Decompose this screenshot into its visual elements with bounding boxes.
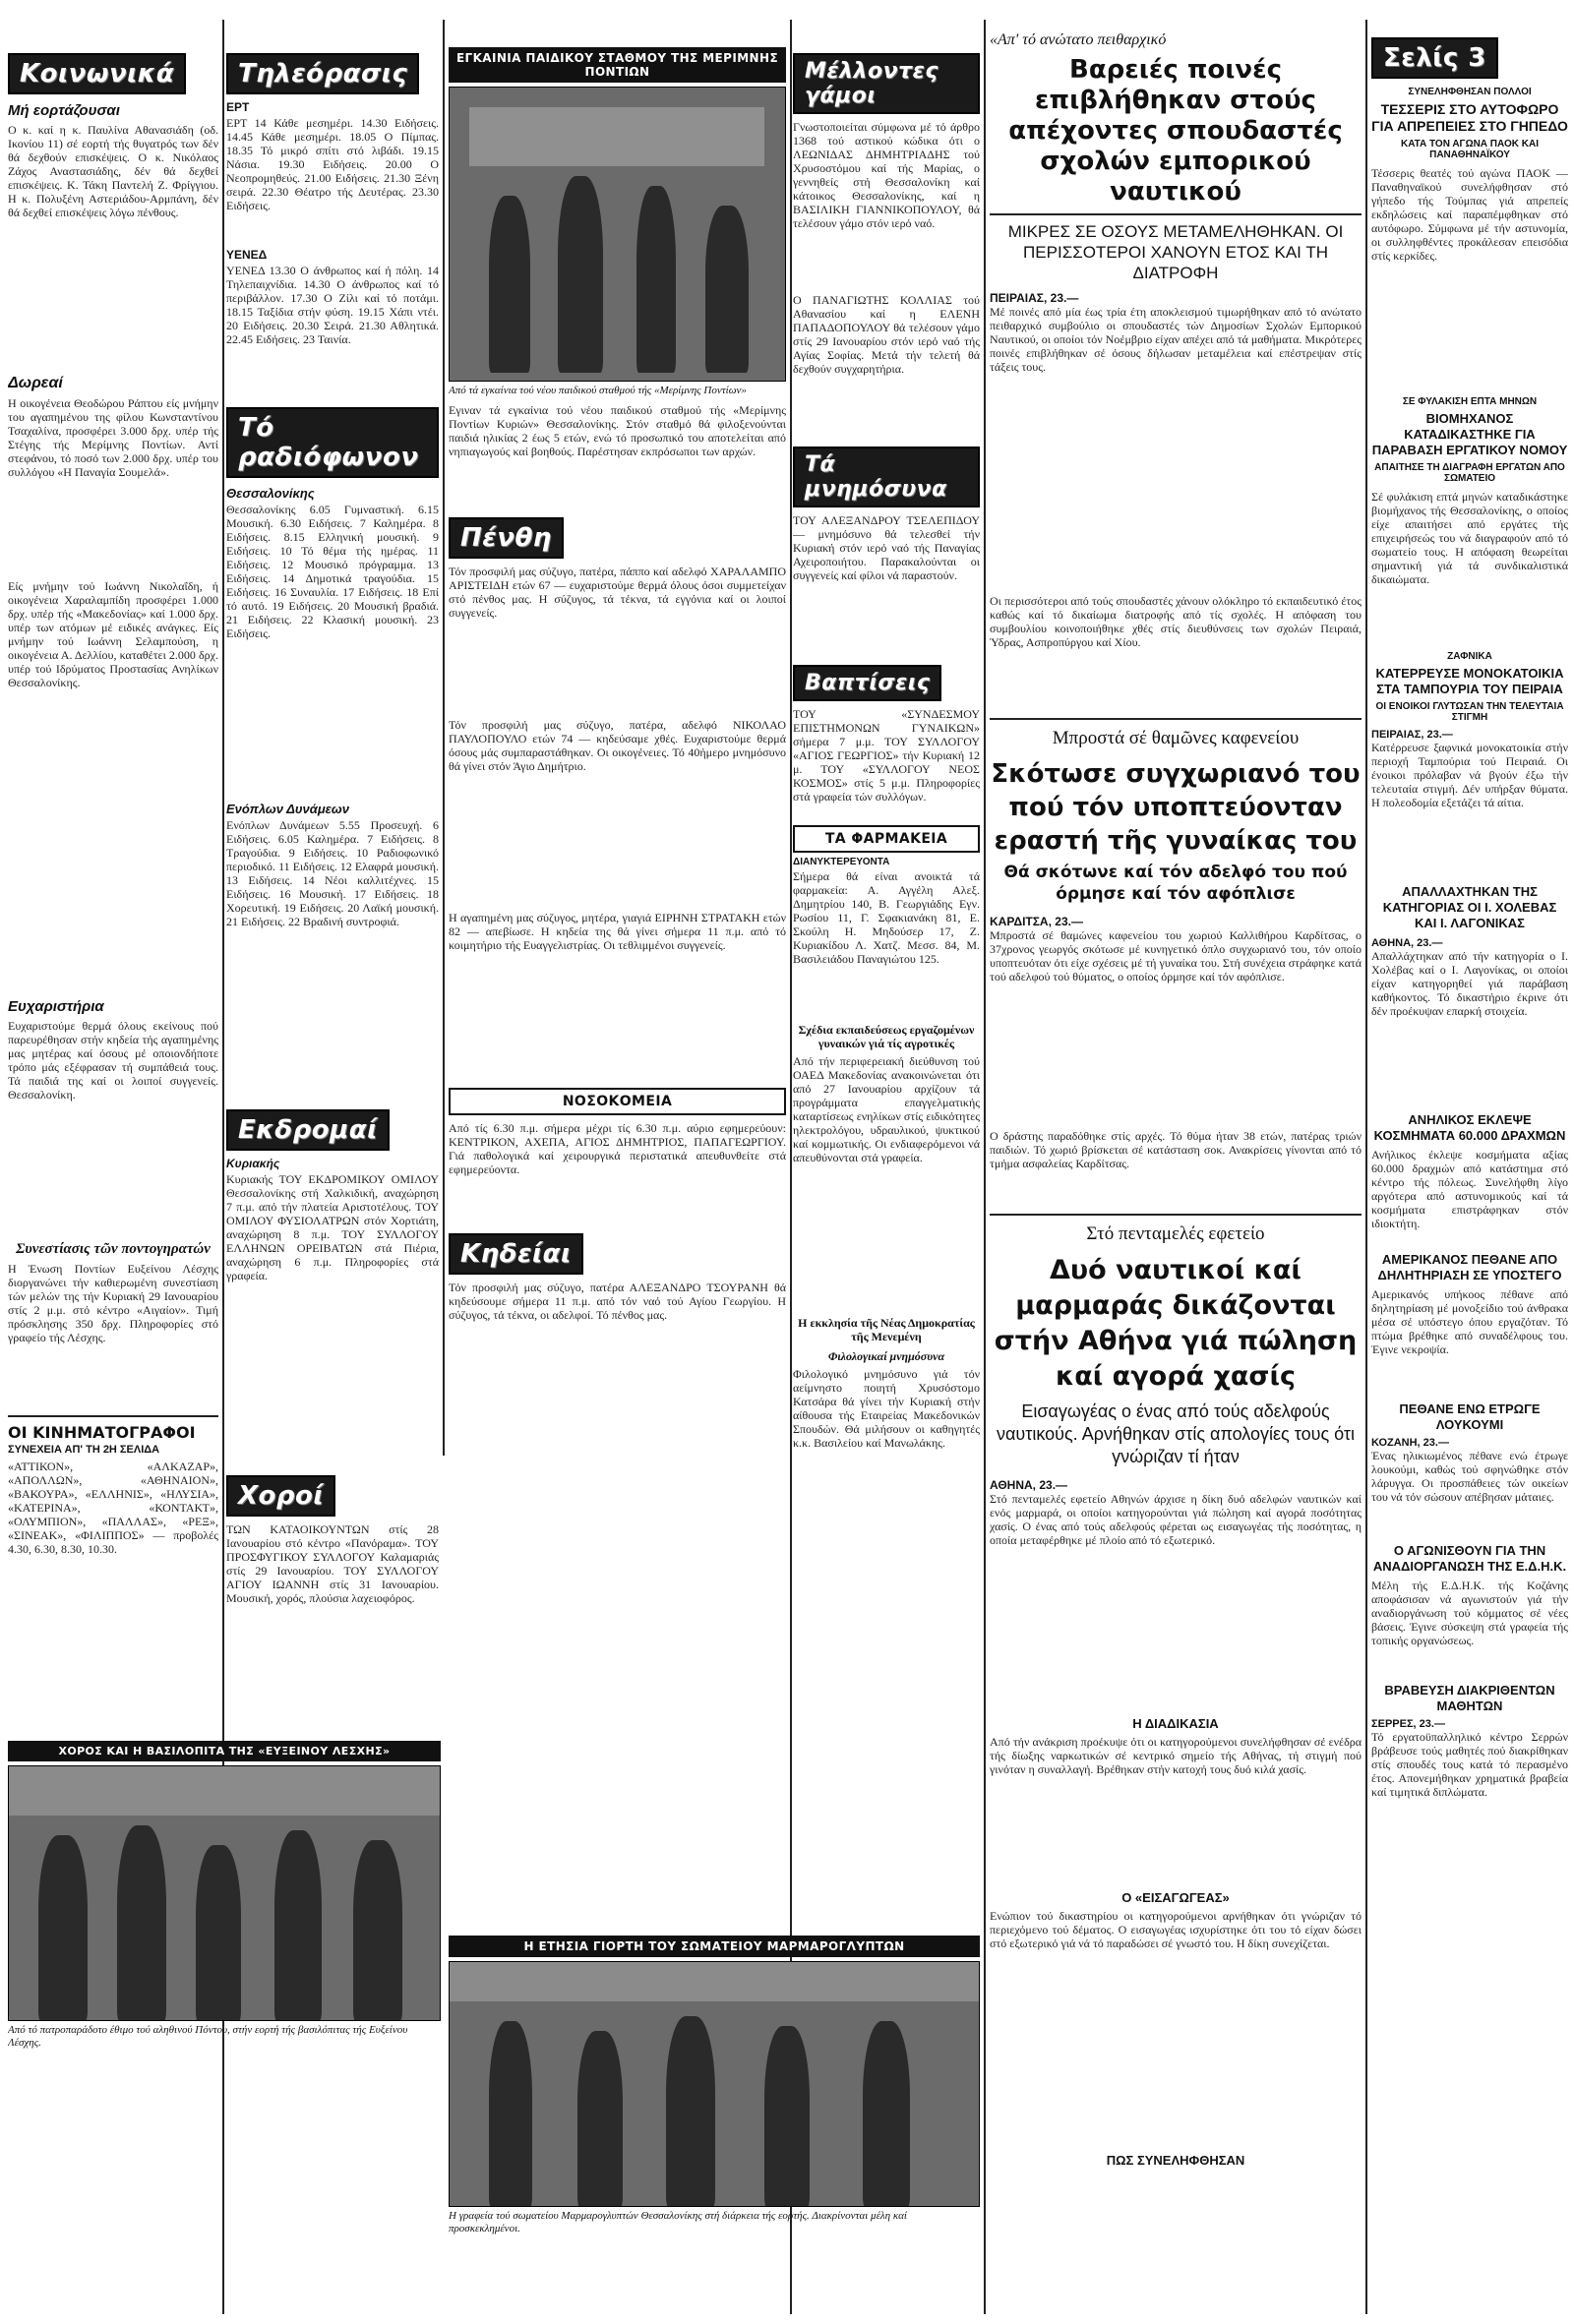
section-header-tileorasis: Τηλεόρασις xyxy=(226,53,419,94)
obituary-text: Τόν προσφιλή μας σύζυγο, πατέρα, αδελφό ΝΙΚΟΛΑΟ ΠΑΥΛΟΠΟΥΛΟ ετών 74 — κηδεύσαμε χθές. Ευχαριστούμε θερμά όσους μάς συμπαραστάθηκαν. Οι οικογένειες. Τό 40ήμερο μνημόσυνο θά γίνει στόν Άγιο Δημήτριο. xyxy=(449,718,786,773)
banner-paidikos-stathmos: ΕΓΚΑΙΝΙΑ ΠΑΙΔΙΚΟΥ ΣΤΑΘΜΟΥ ΤΗΣ ΜΕΡΙΜΝΗΣ ΠΟΝΤΙΩΝ xyxy=(449,47,786,83)
funerals-text: Τόν προσφιλή μας σύζυγο, πατέρα ΑΛΕΞΑΝΔΡΟ ΤΣΟΥΡΑΝΗ θά κηδεύσουμε σήμερα 11 π.μ. από τόν ναό τού Αγίου Γεωργίου. Η σύζυγος, τά τέκνα, οι αδελφοί. Τό πένθος μας. xyxy=(449,1281,786,1322)
photo-caption: Από τό πατροπαράδοτο έθιμο τού αληθινού Πόντου, στήν εορτή τής βασιλόπιτας τής Ευξείνου Λέσχης. xyxy=(8,2024,408,2049)
rule xyxy=(990,213,1362,215)
kicker-kafeneio: Μπροστά σέ θαμῶνες καφενείου xyxy=(1052,728,1300,748)
article-text: Ευχαριστούμε θερμά όλους εκείνους πού παρευρέθησαν στήν κηδεία τής αγαπημένης μας μητέρας καί όσους μέ οποιονδήποτε τρόπο μάς εξέφρασαν τή συμπάθειά τους. Τά παιδιά της καί οι λοιποί συγγενείς. Θεσσαλονίκη. xyxy=(8,1019,218,1102)
obituary-text: Τόν προσφιλή μας σύζυγο, πατέρα, πάππο καί αδελφό ΧΑΡΑΛΑΜΠΟ ΑΡΙΣΤΕΙΔΗ ετών 67 — ευχαριστούμε θερμά όλους όσοι συμμετείχαν στό πένθος μας. Η σύζυγος, τά τέκνα, τά εγγόνια καί οι λοιποί συγγενείς. xyxy=(449,565,786,620)
subhead-kiriakis: Κυριακής xyxy=(226,1157,280,1170)
article-text: Ο κ. καί η κ. Παυλίνα Αθανασιάδη (οδ. Ικονίου 11) σέ εορτή τής θυγατρός των δέν θά δεχθούν επισκέψεις. Ο κ. Νικόλαος Ζάχος Αναστασιάδης, δέν θά δεχθεί επισκέψεις. Κ. Τάκη Παντελή Ζ. Φρίγγιου. Η κ. Πολυξένη Αστεριάδου-Αρμπάνη, δέν θά δεχθεί επισκέψεις λόγω πένθους. xyxy=(8,123,218,219)
rule xyxy=(8,1415,218,1417)
subhead-yened: ΥΕΝΕΔ xyxy=(226,248,268,262)
subhead-ert: ΕΡΤ xyxy=(226,100,250,114)
photo-paidikos-stathmos xyxy=(449,87,786,382)
section-header-mnimosyna: Τά μνημόσυνα xyxy=(793,447,980,507)
marmaroglyptes-block xyxy=(449,1936,980,2270)
subhead-eisagogeas: Ο «ΕΙΣΑΓΩΓΕΑΣ» xyxy=(1121,1890,1230,1905)
main-headline-3-sub: Εισαγωγέας ο ένας από τούς αδελφούς ναυτικούς. Αρνήθηκαν στίς απολογίες τους ότι γνώριζαν τί ήταν xyxy=(997,1401,1355,1466)
headline: ΑΜΕΡΙΚΑΝΟΣ ΠΕΘΑΝΕ ΑΠΟ ΔΗΛΗΤΗΡΙΑΣΗ ΣΕ ΥΠΟΣΤΕΓΟ xyxy=(1377,1252,1562,1282)
section-header-ekdromai: Εκδρομαί xyxy=(226,1109,390,1151)
tv-listing-ert: ΕΡΤ 14 Κάθε μεσημέρι. 14.30 Ειδήσεις. 14.45 Κάθε μεσημέρι. 18.05 Ο Πίμπας. 18.35 Τό μικρό σπίτι στό λιβάδι. 19.15 Νάσια. 19.30 Ειδήσεις. 20.00 Ο Νεοπρομηθεύς. 21.00 Ειδήσεις. 21.30 Ξένη σειρά. 22.30 Θέατρο τής Δευτέρας. 23.30 Ειδήσεις. xyxy=(226,116,439,212)
memorial-notice: ΤΟΥ ΑΛΕΞΑΝΔΡΟΥ ΤΣΕΛΕΠΙΔΟΥ — μνημόσυνο θά τελεσθεί τήν Κυριακή στόν ιερό ναό τής Παναγίας Αχειροποιήτου. Παρακαλούνται οι συγγενείς καί φίλοι νά παραστούν. xyxy=(793,513,980,582)
article-text: Ο δράστης παραδόθηκε στίς αρχές. Τό θύμα ήταν 38 ετών, πατέρας τριών παιδιών. Τό χωριό βρίσκεται σέ κατάσταση σοκ. Ανακρίσεις γίνονται από τό τμήμα ασφαλείας Καρδίτσας. xyxy=(990,1129,1362,1170)
kicker: ΖΑΦΝΙΚΑ xyxy=(1447,651,1492,662)
headline: ΒΙΟΜΗΧΑΝΟΣ ΚΑΤΑΔΙΚΑΣΤΗΚΕ ΓΙΑ ΠΑΡΑΒΑΣΗ ΕΡΓΑΤΙΚΟΥ ΝΟΜΟΥ xyxy=(1371,411,1568,457)
kicker-efeteio: Στό πενταμελές εφετείο xyxy=(1086,1223,1265,1244)
section-header-kideiai: Κηδείαι xyxy=(449,1233,583,1275)
article-text: Εγιναν τά εγκαίνια τού νέου παιδικού σταθμού τής «Μερίμνης Ποντίων Κυριών» Θεσσαλονίκης. Στόν σταθμό θά φιλοξενούνται παιδιά ηλικίας 2 έως 5 ετών, ενώ τό προσωπικό του αποτελείται από νηπιαγωγούς καί βοηθούς. Παρέστησαν εκπρόσωποι των αρχών. xyxy=(449,403,786,458)
main-headline-2-sub: Θά σκότωνε καί τόν αδελφό του πού όρμησε καί τόν αφόπλισε xyxy=(1003,863,1348,904)
main-headline-3: Δυό ναυτικοί καί μαρμαράς δικάζονται στήν Αθήνα γιά πώληση καί αγορά χασίς xyxy=(994,1255,1358,1392)
baptism-notice: ΤΟΥ «ΣΥΝΔΕΣΜΟΥ ΕΠΙΣΤΗΜΟΝΩΝ ΓΥΝΑΙΚΩΝ» σήμερα 7 μ.μ. ΤΟΥ ΣΥΛΛΟΓΟΥ «ΑΓΙΟΣ ΓΕΩΡΓΙΟΣ» τήν Κυριακή 12 μ. ΤΟΥ «ΣΥΛΛΟΓΟΥ ΝΕΟΣ ΚΟΣΜΟΣ» στίς 5 μ.μ. Πληροφορίες στά γραφεία τών συλλόγων. xyxy=(793,707,980,804)
article-text: Ένας ηλικιωμένος πέθανε ενώ έτρωγε λουκούμι, καθώς τού σφηνώθηκε στόν λάρυγγα. Οι προσπάθειες τών οικείων του νά τόν σώσουν απέβησαν μάταιες. xyxy=(1371,1449,1568,1504)
subhead-doreai: Δωρεαί xyxy=(8,375,63,391)
article-text: Η οικογένεια Θεοδώρου Ράπτου είς μνήμην του αγαπημένου της φίλου Κωνσταντίνου Τσαχαλίνα, προσφέρει 3.000 δρχ. υπέρ τής Στέγης τής Μερίμνης Ποντίων. Αντί στεφάνου, τό ποσό των 2.000 δρχ. υπέρ του συλλόγου «Η Παναγία Σουμελά». xyxy=(8,396,218,479)
hospitals-text: Από τίς 6.30 π.μ. σήμερα μέχρι τίς 6.30 π.μ. αύριο εφημερεύουν: ΚΕΝΤΡΙΚΟΝ, ΑΧΕΠΑ, ΑΓΙΟΣ ΔΗΜΗΤΡΙΟΣ, ΠΑΠΑΓΕΩΡΓΙΟΥ. Γιά παθολογικά καί χειρουργικά περιστατικά απευθυνθείτε στά εφημερεύοντα. xyxy=(449,1121,786,1176)
article-text: Από τήν ανάκριση προέκυψε ότι οι κατηγορούμενοι συνελήφθησαν σέ ενέδρα τής δίωξης ναρκωτικών σέ κεντρικό σημείο τής Αθήνας, τή στιγμή πού γινόταν η συναλλαγή. Βρέθηκαν στήν κατοχή τους δυό κιλά χασίς. xyxy=(990,1735,1362,1776)
headline: ΒΡΑΒΕΥΣΗ ΔΙΑΚΡΙΘΕΝΤΩΝ ΜΑΘΗΤΩΝ xyxy=(1384,1683,1555,1713)
article-text: Η Ένωση Ποντίων Ευξείνου Λέσχης διοργανώνει τήν καθιερωμένη συνεστίαση τών μελών της τήν Κυριακή 29 Ιανουαρίου στίς 2 μ.μ. στό κέντρο «Αιγαίον». Τιμή πρόσκλησης 350 δρχ. Πληροφορίες στό γραφείο τής Λέσχης. xyxy=(8,1262,218,1344)
subhead-syneteirisi: Συνεστίασις τῶν ποντογηρατών xyxy=(16,1241,211,1257)
rule xyxy=(990,718,1362,720)
rule xyxy=(990,1214,1362,1216)
column-2 xyxy=(226,20,439,1475)
excursions-listing: Κυριακής ΤΟΥ ΕΚΔΡΟΜΙΚΟΥ ΟΜΙΛΟΥ Θεσσαλονίκης στή Χαλκιδική, αναχώρηση 7 π.μ. από τήν πλατεία Αριστοτέλους. ΤΟΥ ΟΜΙΛΟΥ ΦΥΣΙΟΛΑΤΡΩΝ στόν Χορτιάτη, αναχώρηση 8 π.μ. ΤΟΥ ΣΥΛΛΟΓΟΥ ΕΛΛΗΝΩΝ ΟΡΕΙΒΑΤΩΝ στά Πιέρια, αναχώρηση 6 π.μ. Πληροφορίες στά γραφεία. xyxy=(226,1172,439,1282)
dateline: ΑΘΗΝΑ, 23.— xyxy=(1371,937,1443,949)
kicker: ΣΥΝΕΛΗΦΘΗΣΑΝ ΠΟΛΛΟΙ xyxy=(1408,87,1532,97)
subhead: ΚΑΤΑ ΤΟΝ ΑΓΩΝΑ ΠΑΟΚ ΚΑΙ ΠΑΝΑΘΗΝΑΪΚΟΥ xyxy=(1401,139,1539,160)
article-text: Σέ φυλάκιση επτά μηνών καταδικάστηκε βιομήχανος τής Θεσσαλονίκης, ο οποίος είχε απαιτήσει από εργάτες τής επιχειρήσεώς του νά διαγραφούν από τό σωματείο τους. Η απόφαση θεωρείται σημαντική γιά τά συνδικαλιστικά δικαιώματα. xyxy=(1371,490,1568,586)
headline: ΠΕΘΑΝΕ ΕΝΩ ΕΤΡΩΓΕ ΛΟΥΚΟΥΜΙ xyxy=(1399,1401,1541,1432)
headline-ekklisia: Η εκκλησία τῆς Νέας Δημοκρατίας τῆς Μενεμένη xyxy=(798,1316,975,1343)
section-header-nosokomeia: ΝΟΣΟΚΟΜΕΙΑ xyxy=(449,1088,786,1115)
radio-listing-thessaloniki: Θεσσαλονίκης 6.05 Γυμναστική. 6.15 Μουσική. 6.30 Ειδήσεις. 7 Καλημέρα. 8 Ειδήσεις. 8.15 Ελληνική μουσική. 9 Ειδήσεις. 10 Τό θέμα τής ημέρας. 11 Ειδήσεις. 12 Μουσικό πρόγραμμα. 13 Ειδήσεις. 14 Δημοτικά τραγούδια. 15 Ειδήσεις. 16 Συναυλία. 17 Ειδήσεις. 18 Επί τό αυτό. 19 Ειδήσεις. 20 Μουσική βραδιά. 21 Ειδήσεις. 22 Κλασική μουσική. 23 Ειδήσεις. xyxy=(226,503,439,640)
photo-caption: Η γραφεία τού σωματείου Μαρμαρογλυπτών Θεσσαλονίκης στή διάρκεια τής εορτής. Διακρίνονται μέλη καί προσκεκλημένοι. xyxy=(449,2210,907,2235)
section-header-radiofono: Τό ραδιόφωνον xyxy=(226,407,439,478)
column-6 xyxy=(1371,20,1568,2314)
main-headline-2: Σκότωσε συγχωριανό του πού τόν υποπτεύονταν εραστή τῆς γυναίκας του xyxy=(991,759,1361,856)
section-header-mellontes-gamoi: Μέλλοντες γάμοι xyxy=(793,53,980,114)
subhead-dianykterevonta: ΔΙΑΝΥΚΤΕΡΕΥΟΝΤΑ xyxy=(793,857,890,867)
column-rule xyxy=(443,20,445,1456)
column-rule xyxy=(1365,20,1367,2314)
photo-caption: Από τά εγκαίνια τού νέου παιδικού σταθμού τής «Μερίμνης Ποντίων» xyxy=(449,385,747,396)
article-text: Από τήν περιφερειακή διεύθυνση τού ΟΑΕΔ Μακεδονίας ανακοινώνεται ότι από 27 Ιανουαρίου αρχίζουν τά προγράμματα επαγγελματικής καταρτίσεως ενηλίκων στίς ειδικότητες ηλεκτρολόγου, υδραυλικού, ψυκτικού καί κομμωτικής. Οι ενδιαφερόμενοι νά απευθύνονται στά γραφεία. xyxy=(793,1054,980,1164)
pharmacies-listing: Σήμερα θά είναι ανοικτά τά φαρμακεία: Α. Αγγέλη Αλεξ. Δημητρίου 140, Β. Γεωργιάδης Εγν. Ρωσίου 11, Γ. Σφακιανάκη 81, Ε. Σκούλη Η. Μηδούσερ 17, Ζ. Κυριακίδου Λ. Χατζ. Μεσσ. 84, Μ. Βασιλειάδου Παναγιώτου 125. xyxy=(793,869,980,966)
section-header-vaptiseis: Βαπτίσεις xyxy=(793,665,941,701)
subhead-synecheia: ΣΥΝΕΧΕΙΑ ΑΠ' ΤΗ 2Η ΣΕΛΙΔΑ xyxy=(8,1444,160,1456)
kicker: ΣΕ ΦΥΛΑΚΙΣΗ ΕΠΤΑ ΜΗΝΩΝ xyxy=(1402,396,1538,407)
section-header-penthi: Πένθη xyxy=(449,517,564,559)
subhead-kinimatografoi: ΟΙ ΚΙΝΗΜΑΤΟΓΡΑΦΟΙ xyxy=(8,1423,196,1442)
banner-marmaroglyptes: Η ΕΤΗΣΙΑ ΓΙΟΡΤΗ ΤΟΥ ΣΩΜΑΤΕΙΟΥ ΜΑΡΜΑΡΟΓΛΥΠΤΩΝ xyxy=(449,1936,980,1957)
banner-vasilopita: ΧΟΡΟΣ ΚΑΙ Η ΒΑΣΙΛΟΠΙΤΑ ΤΗΣ «ΕΥΞΕΙΝΟΥ ΛΕΣΧΗΣ» xyxy=(8,1741,441,1761)
section-header-farmakeia: ΤΑ ΦΑΡΜΑΚΕΙΑ xyxy=(793,825,980,853)
article-text: Οι περισσότεροι από τούς σπουδαστές χάνουν ολόκληρο τό εκπαιδευτικό έτος καθώς καί τό δικαίωμα διατροφής από τίς σχολές. Η απόφαση του συμβουλίου κοινοποιήθηκε χθές στίς διευθύνσεις των σχολών Πειραιά, Ύδρας, Ασπροπύργου καί Χίου. xyxy=(990,594,1362,649)
headline: ΤΕΣΣΕΡΙΣ ΣΤΟ ΑΥΤΟΦΩΡΟ ΓΙΑ ΑΠΡΕΠΕΙΕΣ ΣΤΟ ΓΗΠΕΔΟ xyxy=(1371,101,1568,134)
wedding-notice: Γνωστοποιείται σύμφωνα μέ τό άρθρο 1368 τού αστικού κώδικα ότι ο ΛΕΩΝΙΔΑΣ ΔΗΜΗΤΡΙΑΔΗΣ τού Χρυσοστόμου καί τής Μαρίας, ο γεννηθείς στή Θεσσαλονίκη καί κάτοικος Θεσσαλονίκης, καί η ΒΑΣΙΛΙΚΗ ΓΙΑΝΝΙΚΟΠΟΥΛΟΥ, θά τελέσουν γάμο στόν ιερό ναό. xyxy=(793,120,980,230)
cinema-listing: «ΑΤΤΙΚΟΝ», «ΑΛΚΑΖΑΡ», «ΑΠΟΛΛΩΝ», «ΑΘΗΝΑΙΟΝ», «ΒΑΚΟΥΡΑ», «ΕΛΛΗΝΙΣ», «ΗΛΥΣΙΑ», «ΚΑΤΕΡΙΝΑ», «ΚΟΝΤΑΚΤ», «ΟΛΥΜΠΙΟΝ», «ΠΑΛΛΑΣ», «ΡΕΞ», «ΣΙΝΕΑΚ», «ΦΙΛΙΠΠΟΣ» — προβολές 4.30, 6.30, 8.30, 10.30. xyxy=(8,1460,218,1556)
headline: ΑΝΗΛΙΚΟΣ ΕΚΛΕΨΕ ΚΟΣΜΗΜΑΤΑ 60.000 ΔΡΑΧΜΩΝ xyxy=(1373,1112,1566,1143)
column-rule xyxy=(984,20,986,2314)
dateline: ΑΘΗΝΑ, 23.— xyxy=(990,1478,1068,1492)
dateline: ΚΑΡΔΙΤΣΑ, 23.— xyxy=(990,915,1083,928)
article-text: Μπροστά σέ θαμώνες καφενείου του χωριού Καλλιθήρου Καρδίτσας, ο 37χρονος γεωργός σκότωσε μέ κυνηγετικό όπλο συγχωριανό του, τόν οποίο υποπτευόταν ότι είχε σχέσεις μέ τή γυναίκα του. Στή συνέχεια στράφηκε κατά τού αδελφού τού θύματος, ο οποίος όρμησε καί τόν αφόπλισε. xyxy=(990,928,1362,983)
main-headline-1-sub: ΜΙΚΡΕΣ ΣΕ ΟΣΟΥΣ ΜΕΤΑΜΕΛΗΘΗΚΑΝ. ΟΙ ΠΕΡΙΣΣΟΤΕΡΟΙ ΧΑΝΟΥΝ ΕΤΟΣ ΚΑΙ ΤΗ ΔΙΑΤΡΟΦΗ xyxy=(1007,222,1344,282)
radio-listing-enoplon: Ενόπλων Δυνάμεων 5.55 Προσευχή. 6 Ειδήσεις. 6.05 Καλημέρα. 7 Ειδήσεις. 8 Τραγούδια. 9 Ειδήσεις. 10 Ραδιοφωνικό περιοδικό. 11 Ειδήσεις. 12 Ελαφρά μουσική. 13 Ειδήσεις. 14 Νέοι καλλιτέχνες. 15 Ειδήσεις. 16 Μουσική. 17 Ειδήσεις. 18 Χορευτική. 19 Ειδήσεις. 20 Λαϊκή μουσική. 21 Ειδήσεις. 22 Βραδινή συντροφιά. xyxy=(226,818,439,928)
dateline: ΠΕΙΡΑΙΑΣ, 23.— xyxy=(990,291,1079,305)
article-text: Κατέρρευσε ξαφνικά μονοκατοικία στήν περιοχή Ταμπούρια τού Πειραιά. Οι ένοικοι πρόλαβαν νά βγούν έξω τήν τελευταία στιγμή. Δέν υπήρξαν θύματα. Η πολεοδομία εξετάζει τά αίτια. xyxy=(1371,741,1568,809)
page-number-badge: Σελίς 3 xyxy=(1371,37,1498,79)
subhead: ΟΙ ΕΝΟΙΚΟΙ ΓΛΥΤΩΣΑΝ ΤΗΝ ΤΕΛΕΥΤΑΙΑ ΣΤΙΓΜΗ xyxy=(1375,701,1564,723)
section-header-choroi: Χοροί xyxy=(226,1475,335,1517)
section-header-koinonika: Κοινωνικά xyxy=(8,53,186,94)
headline: Ο ΑΓΩΝΙΣΘΟΥΝ ΓΙΑ ΤΗΝ ΑΝΑΔΙΟΡΓΑΝΩΣΗ ΤΗΣ Ε.Δ.Η.Κ. xyxy=(1372,1543,1567,1574)
subhead: ΑΠΑΙΤΗΣΕ ΤΗ ΔΙΑΓΡΑΦΗ ΕΡΓΑΤΩΝ ΑΠΟ ΣΩΜΑΤΕΙΟ xyxy=(1374,462,1565,484)
article-text: Είς μνήμην τού Ιωάννη Νικολαΐδη, ή οικογένεια Χαραλαμπίδη προσφέρει 1.000 δρχ. υπέρ τής «Μακεδονίας» καί 1.000 δρχ. υπέρ των ατόμων μέ ειδικές ανάγκες. Είς μνήμην τού Ιωάννη Σελαμπούση, η οικογένεια Α. Δελλίου, καταθέτει 2.000 δρχ. υπέρ τού Ιδρύματος Προστασίας Ανηλίκων Θεσσαλονίκης. xyxy=(8,579,218,689)
photo-marmaroglyptes xyxy=(449,1961,980,2207)
dances-listing: ΤΩΝ ΚΑΤΑΟΙΚΟΥΝΤΩΝ στίς 28 Ιανουαρίου στό κέντρο «Πανόραμα». ΤΟΥ ΠΡΟΣΦΥΓΙΚΟΥ ΣΥΛΛΟΓΟΥ Καλαμαριάς στίς 29 Ιανουαρίου. ΤΟΥ ΣΥΛΛΟΓΟΥ ΑΓΙΟΥ ΙΩΑΝΝΗ στίς 31 Ιανουαρίου. Μουσική, χορός, πλούσια λαχειοφόρος. xyxy=(226,1522,439,1605)
obituary-text: Η αγαπημένη μας σύζυγος, μητέρα, γιαγιά ΕΙΡΗΝΗ ΣΤΡΑΤΑΚΗ ετών 82 — απεβίωσε. Η κηδεία της θά γίνει σήμερα 11 π.μ. από τό κοιμητήριο τής Ευαγγελιστρίας. Οι τεθλιμμένοι συγγενείς. xyxy=(449,911,786,952)
headline: ΑΠΑΛΛΑΧΤΗΚΑΝ ΤΗΣ ΚΑΤΗΓΟΡΙΑΣ ΟΙ Ι. ΧΟΛΕΒΑΣ ΚΑΙ Ι. ΛΑΓΟΝΙΚΑΣ xyxy=(1382,884,1557,930)
dateline: ΣΕΡΡΕΣ, 23.— xyxy=(1371,1718,1445,1730)
subhead-mi-eortazousai: Μή εορτάζουσαι xyxy=(8,102,120,119)
main-headline-1: Βαρειές ποινές επιβλήθηκαν στούς απέχοντες σπουδαστές σχολών εμπορικού ναυτικού xyxy=(1008,55,1343,207)
dateline: ΚΟΖΑΝΗ, 23.— xyxy=(1371,1437,1449,1449)
headline: ΚΑΤΕΡΡΕΥΣΕ ΜΟΝΟΚΑΤΟΙΚΙΑ ΣΤΑ ΤΑΜΠΟΥΡΙΑ ΤΟΥ ΠΕΙΡΑΙΑ xyxy=(1375,666,1564,696)
article-text: Μέ ποινές από μία έως τρία έτη αποκλεισμού τιμωρήθηκαν από τό ανώτατο πειθαρχικό συμβούλιο οι σπουδαστές τών Δημοσίων Σχολών Εμπορικού Ναυτικού, οι οποίοι τόν Νοέμβριο είχαν απέχει από τά μαθήματα. Μικρότερες ποινές επιβλήθηκαν σέ όσους δήλωσαν μεταμέλεια καί επέστρεψαν στίς τάξεις τους. xyxy=(990,305,1362,374)
subhead-enoplon: Ενόπλων Δυνάμεων xyxy=(226,802,349,816)
dateline: ΠΕΙΡΑΙΑΣ, 23.— xyxy=(1371,729,1453,741)
article-text: Αμερικανός υπήκοος πέθανε από δηλητηρίαση μέ μονοξείδιο τού άνθρακα μέσα σέ υπόστεγο όπου εργαζόταν. Τό πτώμα βρέθηκε από συναδέλφους του. Έγινε νεκροψία. xyxy=(1371,1287,1568,1356)
headline-filologika: Φιλολογικαί μνημόσυνα xyxy=(827,1349,945,1363)
article-text: Ενώπιον τού δικαστηρίου οι κατηγορούμενοι αρνήθηκαν ότι γνώριζαν τό περιεχόμενο τού δέματος. Ο εισαγωγέας ισχυρίστηκε ότι του τό είχαν δώσει στό εξωτερικό γιά νά τό παραδώσει σέ γνωστό του. Η δίκη συνεχίζεται. xyxy=(990,1909,1362,1950)
column-5 xyxy=(990,20,1362,2314)
article-text: Απαλλάχτηκαν από τήν κατηγορία ο Ι. Χολέβας καί ο Ι. Λαγονίκας, οι οποίοι είχαν κατηγορηθεί γιά παράβαση καθήκοντος. Τό δικαστήριο έκρινε ότι δέν προέκυψαν επαρκή στοιχεία. xyxy=(1371,949,1568,1018)
tv-listing-yened: ΥΕΝΕΔ 13.30 Ο άνθρωπος καί ή πόλη. 14 Τηλεπαιχνίδια. 14.30 Ο άνθρωπος καί τό περιβάλλον. 17.30 Ο Ζίλι καί τό ποτάμι. 18.15 Ταξίδια στήν φύση. 19.15 Χάπι ντέι. 20 Ειδήσεις. 20.30 Σειρά. 21.30 Αθλητικά. 22.45 Ειδήσεις. 23 Ταινία. xyxy=(226,264,439,346)
article-text: Μέλη τής Ε.Δ.Η.Κ. τής Κοζάνης αποφάσισαν νά αγωνιστούν γιά τήν αναδιοργάνωση τού κόμματος σέ νέες βάσεις. Έγινε σύσκεψη στά γραφεία τής τοπικής οργανώσεως. xyxy=(1371,1579,1568,1647)
article-text: Φιλολογικό μνημόσυνο γιά τόν αείμνηστο ποιητή Χρυσόστομο Κατσάρα θά γίνει τήν Κυριακή στήν αίθουσα τής Εταιρείας Μακεδονικών Σπουδών. Θά μιλήσουν οι καθηγητές κ.κ. Βασιλείου καί Μανωλάκης. xyxy=(793,1367,980,1450)
article-text: Ανήλικος έκλεψε κοσμήματα αξίας 60.000 δραχμών από κατάστημα στό κέντρο τής πόλεως. Συνελήφθη λίγο αργότερα από αστυνομικούς καί τά κοσμήματα επιστράφηκαν στόν ιδιοκτήτη. xyxy=(1371,1148,1568,1230)
article-text: Τέσσερις θεατές τού αγώνα ΠΑΟΚ — Παναθηναϊκού συνελήφθησαν στό γήπεδο τής Τούμπας γιά απρεπείς εκδηλώσεις καί παραπέμφθηκαν στό αυτόφωρο. Σύμφωνα μέ τήν αστυνομία, οι συλληφθέντες προκάλεσαν επεισόδια στίς κερκίδες. xyxy=(1371,166,1568,263)
subhead-pos-synelifthisan: ΠΩΣ ΣΥΝΕΛΗΦΘΗΣΑΝ xyxy=(1106,2153,1245,2168)
headline-ptolemaida: Σχέδια εκπαιδεύσεως εργαζομένων γυναικών γιά τίς αγροτικές xyxy=(798,1023,975,1050)
article-text: Στό πενταμελές εφετείο Αθηνών άρχισε η δίκη δυό αδελφών ναυτικών καί ενός μαρμαρά, οι οποίοι κατηγορούνται γιά πώληση καί αγορά ποσότητας χασίς. Ο ένας από τούς αδελφούς φέρεται ως εισαγωγέας τής ποσότητας, η οποία μεταφέρθηκε μέ πλοίο από τό εξωτερικό. xyxy=(990,1492,1362,1547)
vasilopita-block xyxy=(8,1741,441,2075)
kicker-areios: «Απ' τό ανώτατο πειθαρχικό xyxy=(990,31,1167,48)
column-4 xyxy=(793,20,980,1928)
column-2-lower xyxy=(226,1475,439,1721)
photo-vasilopita xyxy=(8,1765,441,2021)
subhead-thessalonikis: Θεσσαλονίκης xyxy=(226,486,315,501)
subhead-diadikasia: Η ΔΙΑΔΙΚΑΣΙΑ xyxy=(1132,1716,1219,1731)
subhead-eucharistiria: Ευχαριστήρια xyxy=(8,998,104,1015)
article-text: Τό εργατοϋπαλληλικό κέντρο Σερρών βράβευσε τούς μαθητές πού διακρίθηκαν στίς σπουδές τους κατά τό περασμένο έτος. Απονεμήθηκαν χρηματικά βραβεία καί τιμητικά διπλώματα. xyxy=(1371,1730,1568,1799)
column-3 xyxy=(449,20,786,1928)
wedding-notice: Ο ΠΑΝΑΓΙΩΤΗΣ ΚΟΛΛΙΑΣ τού Αθανασίου καί η ΕΛΕΝΗ ΠΑΠΑΔΟΠΟΥΛΟΥ θά τελέσουν γάμο στίς 29 Ιανουαρίου στόν ιερό ναό τής Αγίας Σοφίας. Μετά τήν τελετή θά δεχθούν συγχαρητήρια. xyxy=(793,293,980,376)
